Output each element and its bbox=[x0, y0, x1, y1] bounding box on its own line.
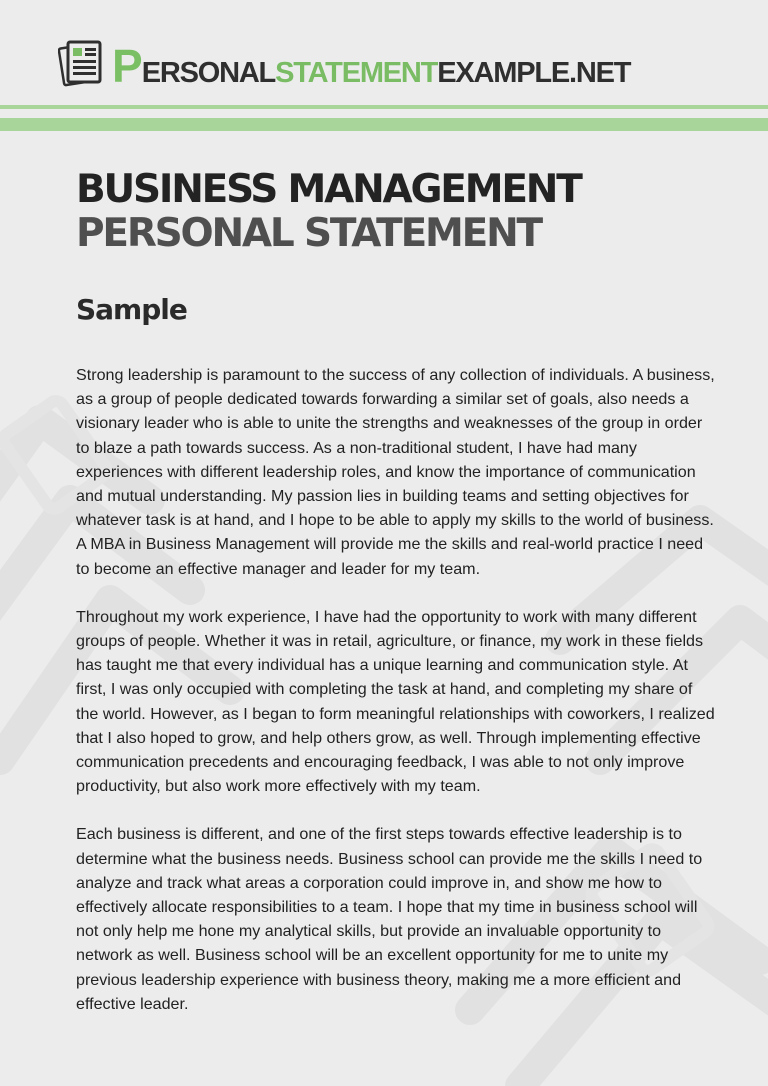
paragraph-1: Strong leadership is paramount to the success of any collection of individuals. A business, as a group of people dedicated towards forwarding a similar set of goals, also needs a visionary leader who is able to unite the strengths and weaknesses of the group in order to blaze a path towards success. As a non-traditional student, I have had many experiences with different leadership roles, and know the importance of communication and mutual understanding. My passion lies in building teams and setting objectives for whatever task is at hand, and I hope to be able to apply my skills to the world of business. A MBA in Business Management will provide me the skills and real-world practice I need to become an effective manager and leader for my team. bbox=[76, 366, 715, 578]
logo-part-example: EXAMPLE.NET bbox=[437, 57, 631, 89]
page-title-line-1: BUSINESS MANAGEMENT bbox=[76, 167, 581, 212]
page-title-line-2: PERSONAL STATEMENT bbox=[76, 211, 541, 256]
logo-part-personal: ERSONAL bbox=[141, 57, 276, 89]
document-body bbox=[76, 168, 716, 1016]
logo-part-statement: STATEMENT bbox=[275, 57, 438, 89]
header-divider-thick bbox=[0, 118, 768, 131]
logo-initial: P bbox=[112, 40, 142, 92]
site-header bbox=[0, 0, 768, 135]
section-subtitle: Sample bbox=[76, 293, 187, 326]
logo-wordmark bbox=[112, 40, 631, 92]
paragraph-2: Throughout my work experience, I have had the opportunity to work with many different groups of people. Whether it was in retail, agriculture, or finance, my work in these fields has taught me that every individual has a unique learning and communication style. At first, I was only occupied with completing the task at hand, and completing my share of the world. However, as I began to form meaningful relationships with coworkers, I realized that I also hoped to grow, and help others grow, as well. Through implementing effective communication precedents and encouraging feedback, I was able to not only improve productivity, but also work more effectively with my team. bbox=[76, 607, 715, 796]
paragraph-3: Each business is different, and one of the first steps towards effective leadership is to determine what the business needs. Business school can provide me the skills I need to analyze and track what areas a corporation could improve in, and show me how to effectively allocate responsibilities to a team. I hope that my time in business school will not only help me hone my analytical skills, but provide an invaluable opportunity to network as well. Business school will be an excellent opportunity for me to unite my previous leadership experience with business theory, making me a more efficient and effective leader. bbox=[76, 825, 703, 1013]
site-logo[interactable] bbox=[58, 36, 631, 92]
header-divider-thin bbox=[0, 105, 768, 109]
document-stack-icon bbox=[58, 36, 110, 88]
